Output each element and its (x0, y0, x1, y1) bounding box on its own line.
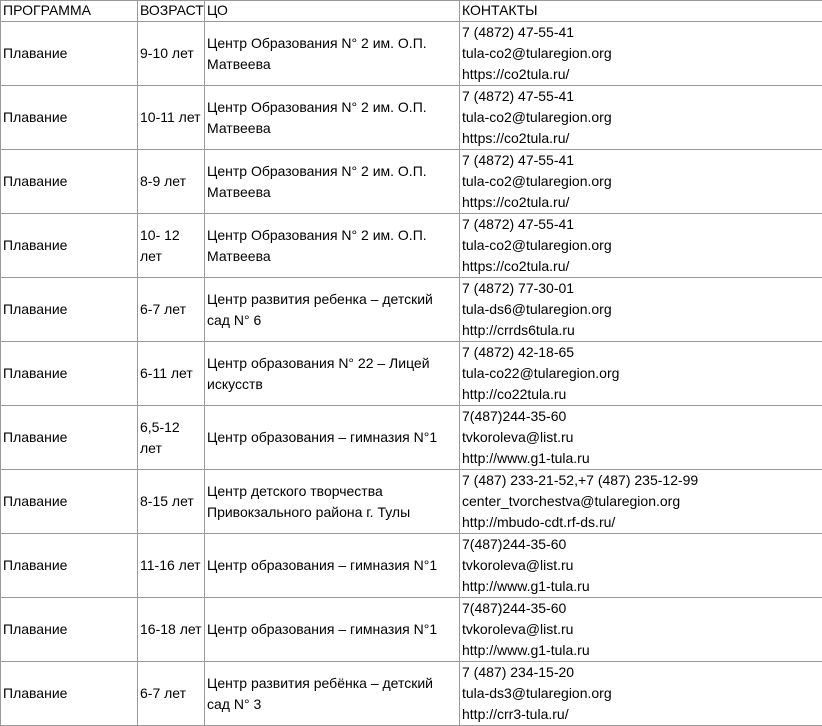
cell-center: Центр развития ребенка – детский сад N° 6 (205, 278, 460, 342)
contact-email: tula-co22@tularegion.org (462, 363, 821, 384)
contact-email: center_tvorchestva@tularegion.org (462, 491, 821, 512)
cell-program: Плавание (1, 278, 138, 342)
cell-contacts (460, 534, 822, 598)
cell-age: 8-15 лет (138, 470, 205, 534)
cell-age: 11-16 лет (138, 534, 205, 598)
cell-age: 6-11 лет (138, 342, 205, 406)
contact-phone: 7 (4872) 47-55-41 (462, 214, 821, 235)
cell-contacts (460, 22, 822, 86)
cell-contacts (460, 470, 822, 534)
cell-contacts (460, 406, 822, 470)
contact-website: https://co2tula.ru/ (462, 192, 821, 213)
contact-website: http://crr3-tula.ru/ (462, 704, 821, 725)
contact-website: https://co2tula.ru/ (462, 64, 821, 85)
cell-contacts (460, 278, 822, 342)
cell-contacts (460, 150, 822, 214)
contact-website: http://co22tula.ru (462, 384, 821, 405)
contact-email: tvkoroleva@list.ru (462, 555, 821, 576)
table-row (1, 150, 822, 214)
table-row (1, 342, 822, 406)
cell-contacts (460, 86, 822, 150)
contact-website: http://mbudo-cdt.rf-ds.ru/ (462, 512, 821, 533)
contact-email: tula-ds6@tularegion.org (462, 299, 821, 320)
contact-phone: 7 (4872) 42-18-65 (462, 342, 821, 363)
contact-website: http://www.g1-tula.ru (462, 640, 821, 661)
cell-center: Центр Образования N° 2 им. О.П. Матвеева (205, 214, 460, 278)
cell-age: 6-7 лет (138, 278, 205, 342)
cell-age: 9-10 лет (138, 22, 205, 86)
cell-contacts (460, 662, 822, 726)
cell-center: Центр образования – гимназия N°1 (205, 534, 460, 598)
cell-program: Плавание (1, 214, 138, 278)
cell-center: Центр образования – гимназия N°1 (205, 406, 460, 470)
cell-program: Плавание (1, 22, 138, 86)
contact-email: tula-co2@tularegion.org (462, 171, 821, 192)
header-program: ПРОГРАММА (1, 1, 138, 22)
contact-phone: 7 (487) 234-15-20 (462, 662, 821, 683)
cell-center: Центр развития ребёнка – детский сад N° 3 (205, 662, 460, 726)
cell-center: Центр образования N° 22 – Лицей искусств (205, 342, 460, 406)
contact-website: http://www.g1-tula.ru (462, 576, 821, 597)
contact-email: tula-co2@tularegion.org (462, 43, 821, 64)
cell-age: 10- 12 лет (138, 214, 205, 278)
contact-phone: 7(487)244-35-60 (462, 534, 821, 555)
contact-phone: 7 (487) 233-21-52,+7 (487) 235-12-99 (462, 470, 821, 491)
cell-program: Плавание (1, 598, 138, 662)
contact-phone: 7(487)244-35-60 (462, 598, 821, 619)
table-row (1, 86, 822, 150)
table-row (1, 22, 822, 86)
cell-program: Плавание (1, 86, 138, 150)
contact-phone: 7 (4872) 47-55-41 (462, 86, 821, 107)
cell-contacts (460, 214, 822, 278)
header-age: ВОЗРАСТ (138, 1, 205, 22)
table-row (1, 278, 822, 342)
contact-website: http://crrds6tula.ru (462, 320, 821, 341)
contact-email: tula-ds3@tularegion.org (462, 683, 821, 704)
cell-center: Центр образования – гимназия N°1 (205, 598, 460, 662)
cell-age: 6-7 лет (138, 662, 205, 726)
contact-phone: 7 (4872) 47-55-41 (462, 22, 821, 43)
header-row (1, 1, 822, 22)
table-row (1, 470, 822, 534)
cell-age: 8-9 лет (138, 150, 205, 214)
cell-age: 16-18 лет (138, 598, 205, 662)
table-row (1, 406, 822, 470)
contact-phone: 7 (4872) 47-55-41 (462, 150, 821, 171)
contact-phone: 7 (4872) 77-30-01 (462, 278, 821, 299)
cell-age: 10-11 лет (138, 86, 205, 150)
header-contacts: КОНТАКТЫ (460, 1, 822, 22)
cell-program: Плавание (1, 662, 138, 726)
table-row (1, 534, 822, 598)
contact-email: tvkoroleva@list.ru (462, 427, 821, 448)
table-row (1, 662, 822, 726)
contact-website: https://co2tula.ru/ (462, 256, 821, 277)
cell-program: Плавание (1, 470, 138, 534)
table-row (1, 214, 822, 278)
contact-phone: 7(487)244-35-60 (462, 406, 821, 427)
contact-email: tvkoroleva@list.ru (462, 619, 821, 640)
cell-center: Центр Образования N° 2 им. О.П. Матвеева (205, 86, 460, 150)
cell-age: 6,5-12 лет (138, 406, 205, 470)
cell-contacts (460, 598, 822, 662)
cell-center: Центр Образования N° 2 им. О.П. Матвеева (205, 22, 460, 86)
cell-program: Плавание (1, 150, 138, 214)
contact-email: tula-co2@tularegion.org (462, 107, 821, 128)
cell-program: Плавание (1, 534, 138, 598)
contact-website: http://www.g1-tula.ru (462, 448, 821, 469)
contact-website: https://co2tula.ru/ (462, 128, 821, 149)
contact-email: tula-co2@tularegion.org (462, 235, 821, 256)
table-row (1, 598, 822, 662)
cell-contacts (460, 342, 822, 406)
cell-center: Центр детского творчества Привокзального района г. Тулы (205, 470, 460, 534)
table-body (1, 22, 822, 726)
header-center: ЦО (205, 1, 460, 22)
cell-center: Центр Образования N° 2 им. О.П. Матвеева (205, 150, 460, 214)
cell-program: Плавание (1, 406, 138, 470)
cell-program: Плавание (1, 342, 138, 406)
